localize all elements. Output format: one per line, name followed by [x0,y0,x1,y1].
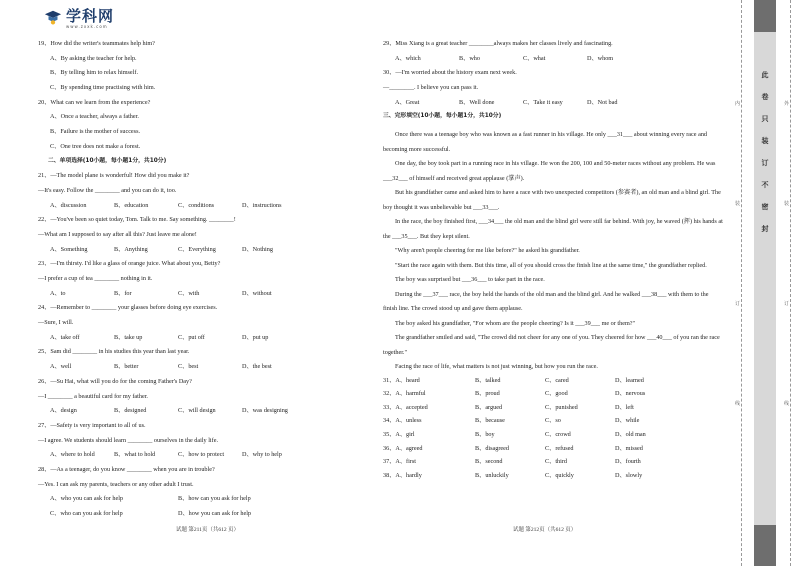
option-row [383,445,723,452]
option: D、while [615,417,640,425]
option: C、with [178,289,200,297]
outer-label: 装 [784,201,790,207]
question-stem: 28、—As a teenager, do you know ________ when you are in trouble? [38,465,215,473]
option: B、talked [475,376,501,384]
option: B、proud [475,390,500,398]
question-line: —What am I supposed to say after all this? Just leave me alone! [38,230,197,238]
inner-label: 装 [735,201,741,207]
option: C、who can you ask for help [50,510,123,517]
binding-char: 订 [761,159,769,167]
option: A、to [50,289,66,297]
option: C、good [545,390,568,398]
option: D、Nothing [242,245,273,253]
binding-char: 装 [761,137,769,145]
right-column [383,40,723,485]
question-line: —I agree. We students should learn ________ ourselves in the daily life. [38,436,218,444]
question-stem: 26、—Su Hai, what will you do for the coming Father's Day? [38,377,192,385]
option: A、By asking the teacher for help. [50,54,137,62]
option: A、take off [50,333,80,341]
option: D、was designing [242,407,288,415]
option-row [38,451,364,458]
binding-char: 封 [761,225,769,233]
passage-paragraph: The grandfather smiled and said, "The crowd did not cheer for any one of you. They cheered for how ___40___ of you ran the race together." [383,334,720,356]
left-column [38,40,364,525]
question-stem: 29、Miss Xiang is a great teacher ________always makes her classes lively and fascinating. [383,40,613,47]
option: B、who [459,54,480,62]
option: D、the best [242,363,272,371]
question-line: —I prefer a cup of tea ________ nothing in it. [38,275,153,282]
inner-dashed-line [741,0,742,566]
option: 32、A、harmful [383,390,426,398]
option: C、Take it easy [523,98,563,106]
option: B、what to hold [114,451,156,459]
option: B、education [114,201,149,209]
passage-paragraph: In the race, the boy finished first, ___34___ the old man and the blind girl were still far behind. With joy, he waved (挥) his hands at the ___35___. But they kept silent. [383,218,723,240]
option: A、Great [395,98,420,106]
option: C、cared [545,376,569,384]
question-line: —Sure, I will. [38,319,74,327]
page-footer-right: 试题 第212页（共612 页） [513,527,577,533]
option-row [383,431,723,438]
option: B、for [114,289,132,297]
section-heading: 二、单项选择(10小题，每小题1分，共10分) [48,157,167,164]
option: B、better [114,363,139,371]
question-stem: 19、How did the writer's teammates help him? [38,40,155,47]
option: D、how you can ask for help [178,510,252,517]
option-row [38,290,364,297]
option: 37、A、first [383,458,416,466]
option: A、Something [50,245,88,253]
option-row [383,458,723,465]
option-row [38,202,364,209]
binding-char: 密 [761,203,769,211]
option-row [383,404,723,411]
option: B、unluckily [475,471,509,479]
passage-paragraph: The boy asked his grandfather, "For whom are the people cheering? Is it ___39___ me or them?" [395,319,636,327]
option: A、where to hold [50,451,95,459]
option: C、conditions [178,201,215,209]
option: D、slowly [615,471,643,479]
question-stem: 23、—I'm thirsty. I'd like a glass of orange juice. What about you, Betty? [38,260,221,268]
question-stem: 24、—Remember to ________ your glasses before doing eye exercises. [38,304,218,312]
option: A、design [50,407,77,415]
option-row [38,334,364,341]
option: 36、A、agreed [383,444,423,452]
option: C、so [545,417,561,425]
option-row [383,472,723,479]
option: C、refused [545,444,574,452]
binding-char: 卷 [761,93,769,101]
option: 35、A、girl [383,431,415,438]
option-row [383,417,723,424]
option: D、whom [587,54,614,62]
option-row [383,377,723,384]
option: B、second [475,458,503,466]
option: C、crowd [545,431,571,438]
binding-warning [759,70,771,246]
question-stem: 25、Sam did ________ in his studies this year than last year. [38,348,190,356]
option: B、Well done [459,98,495,106]
cloze-options [383,377,723,479]
passage-paragraph: One day, the boy took part in a running race in his village. He won the 200, 100 and 50-meter races without any problem. He was ___32___ of himself and received great applause (掌声). [383,160,716,182]
logo [44,8,114,30]
option: C、what [523,54,546,62]
option: D、without [242,289,272,297]
inner-label: 订 [735,301,741,307]
option: B、Failure is the mother of success. [50,128,141,136]
option: D、Not bad [587,98,618,106]
question-line: —________. I believe you can pass it. [383,84,479,92]
option-row [383,390,723,397]
passage-paragraph: "Why aren't people cheering for me like before?" he asked his grandfather. [395,247,580,255]
option-row [38,407,364,414]
inner-label: 内 [735,101,741,107]
option: D、learned [615,376,644,384]
graduation-cap-icon [44,8,62,26]
passage-paragraph: The boy was surprised but ___36___ to take part in the race. [395,276,545,284]
binding-char: 不 [761,181,769,189]
option: B、because [475,417,505,425]
option: C、By spending time practising with him. [50,84,156,92]
option: D、instructions [242,201,282,209]
question-line: —I ________ a beautiful card for my father. [38,392,148,400]
option-row [38,495,364,502]
outer-label: 外 [784,101,790,107]
binding-char: 此 [761,71,769,79]
option: 31、A、heard [383,376,420,384]
option: D、put up [242,333,269,341]
option: C、quickly [545,471,574,479]
question-stem: 27、—Safety is very important to all of us. [38,421,146,429]
option: B、boy [475,431,495,438]
option: B、take up [114,333,143,341]
option: D、why to help [242,451,282,459]
option: B、designed [114,407,147,415]
passage-paragraph: Facing the race of life, what matters is not just winning, but how you run the race. [395,363,598,371]
option: C、third [545,458,568,466]
option-row [38,246,364,253]
option: A、discussion [50,201,87,209]
option: C、One tree does not make a forest. [50,142,141,150]
option: B、how can you ask for help [178,495,251,503]
binding-char: 只 [761,115,769,123]
option: C、best [178,363,199,371]
passage-paragraph: "Start the race again with them. But this time, all of you should cross the finish line at the same time," the grandfather replied. [395,261,707,269]
option: C、Everything [178,245,216,253]
option: B、disagreed [475,444,510,452]
option: B、argued [475,403,503,411]
question-stem: 22、—You've been so quiet today, Tom. Talk to me. Say something. ________! [38,216,236,224]
option-row [38,363,364,370]
option-row [383,99,723,106]
option-row [38,510,364,517]
option: D、left [615,403,634,411]
option: 34、A、unless [383,417,422,425]
inner-label: 线 [735,401,741,407]
question-line: —It's easy. Follow the ________ and you can do it, too. [38,186,177,194]
option: C、put off [178,333,205,341]
option: D、missed [615,444,643,452]
option: D、old man [615,431,646,438]
question-stem: 20、What can we learn from the experience? [38,98,151,106]
option: A、which [395,54,421,62]
option: B、By telling him to relax himself. [50,69,138,77]
question-stem: 21、—The model plane is wonderful! How did you make it? [38,172,190,180]
outer-label: 线 [784,401,790,407]
option-row [383,55,723,62]
question-stem: 30、—I'm worried about the history exam next week. [383,69,517,77]
option: 38、A、hardly [383,471,422,479]
outer-label: 订 [784,301,790,307]
option: C、how to protect [178,451,225,459]
option: A、Once a teacher, always a father. [50,113,139,121]
outer-dashed-line [790,0,791,566]
option: D、fourth [615,458,641,466]
option: B、Anything [114,245,148,253]
option: C、punished [545,403,578,411]
section-heading: 三、完形填空(10小题，每小题1分，共10分) [383,113,502,120]
question-line: —Yes. I can ask my parents, teachers or any other adult I trust. [38,480,194,488]
option: D、nervous [615,390,646,398]
option: 33、A、accepted [383,403,428,411]
logo-name: 学科网 [66,7,115,25]
page-footer-left: 试题 第211页（共612 页） [176,527,240,533]
option: C、will design [178,407,216,415]
option: A、well [50,363,72,371]
passage-paragraph: Once there was a teenage boy who was known as a fast runner in his village. He only ___31___ about winning every race and becoming more successful. [383,131,708,153]
passage-paragraph: During the ___37___ race, the boy held the hands of the old man and the blind girl. And he walked ___38___ with them to the finish line. The crowd stood up and gave them applause. [383,290,709,313]
option: A、who you can ask for help [50,495,124,503]
passage-paragraph: But his grandfather came and asked him to have a race with two unexpected competitors (参赛者), an old man and a blind girl. The boy thought it was unbelievable but ___33___. [383,189,721,211]
logo-url: www.zxxk.com [66,24,108,29]
